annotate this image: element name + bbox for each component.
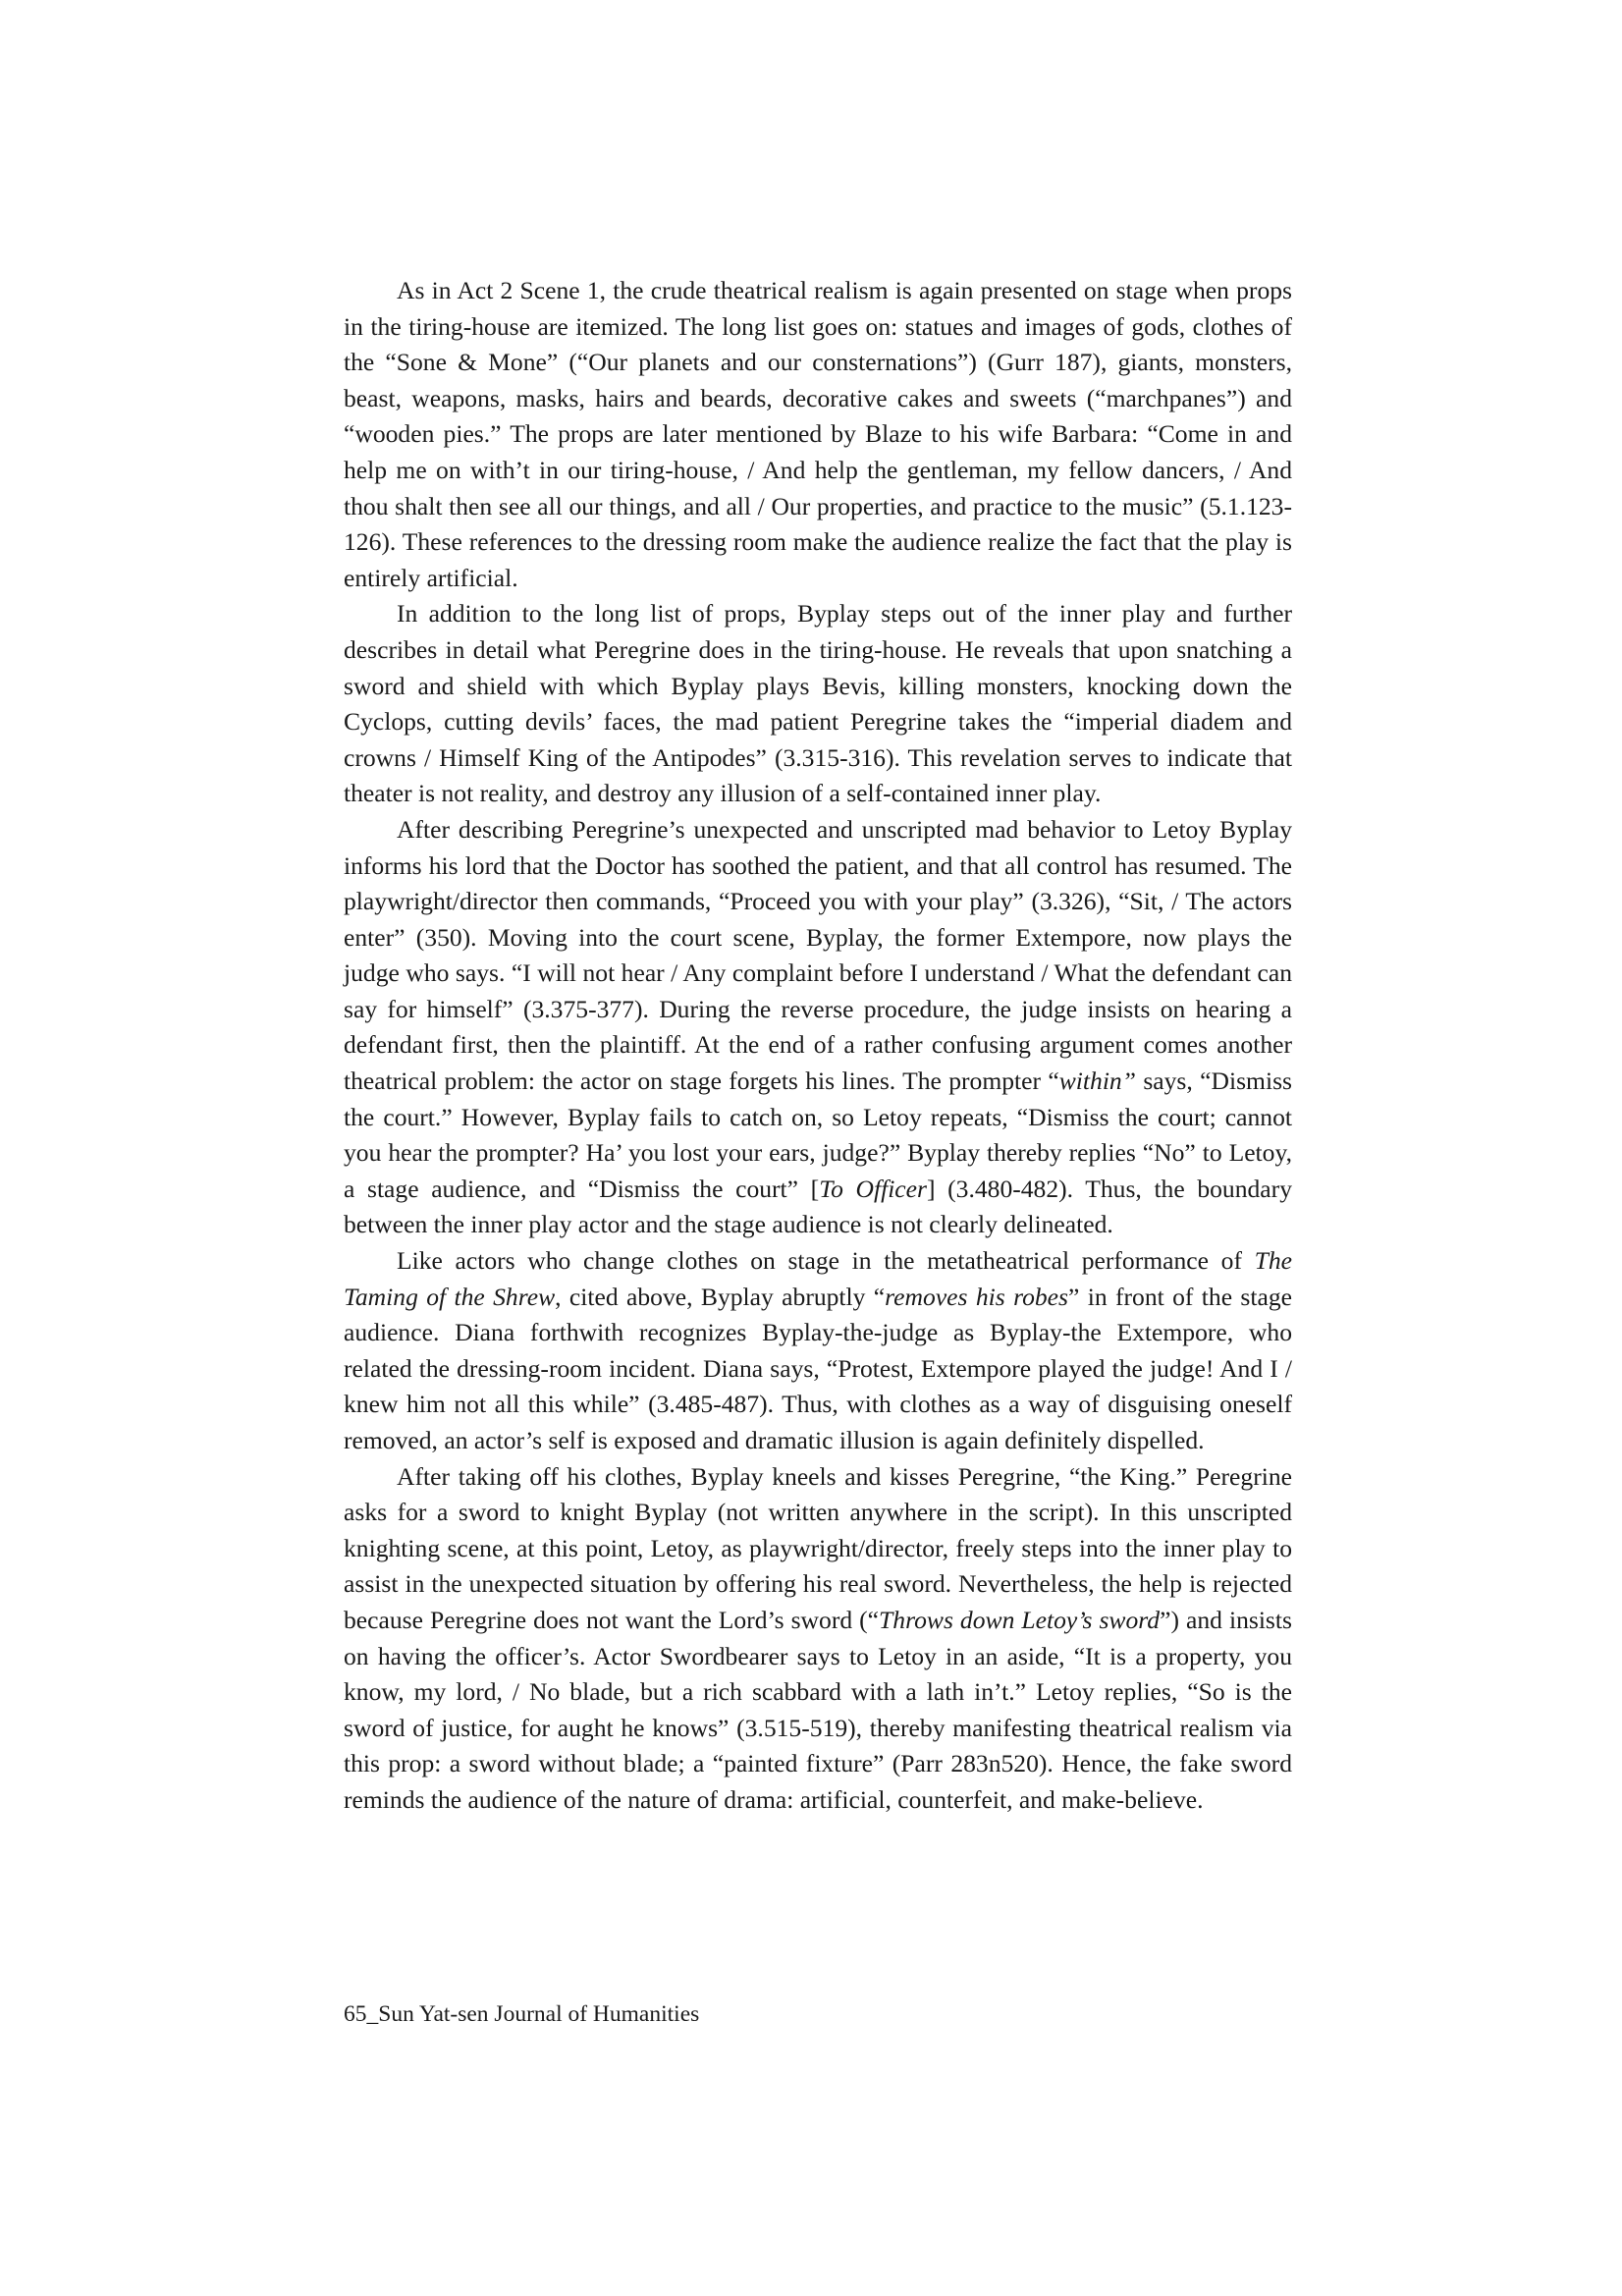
text-run: ”) and insists on having the officer’s. Actor Swordbearer says to Letoy in an aside, “It is a property, you know, my lord, / No blade, but a rich scabbard with a lath in’t.” Letoy replies, “So is the sword of justice, for aught he knows” (3.515-519), thereby manifesting theatrical realism via this prop: a sword without blade; a “painted fixture” (Parr 283n520). Hence, the fake sword reminds the audience of the nature of drama: artificial, counterfeit, and make-believe. (344, 1605, 1292, 1814)
text-run: As in Act 2 Scene 1, the crude theatrical realism is again presented on stage when props in the tiring-house are itemized. The long list goes on: statues and images of gods, clothes of the “Sone & Mone” (“Our planets and our consternations”) (Gurr 187), giants, monsters, beast, weapons, masks, hairs and beards, decorative cakes and sweets (“marchpanes”) and “wooden pies.” The props are later mentioned by Blaze to his wife Barbara: “Come in and help me on with’t in our tiring-house, / And help the gentleman, my fellow dancers, / And thou shalt then see all our things, and all / Our properties, and practice to the music” (5.1.123-126). These references to the dressing room make the audience realize the fact that the play is entirely artificial. (344, 276, 1292, 592)
paragraph-2 (344, 596, 1292, 812)
paragraph-5 (344, 1459, 1292, 1819)
text-run: After describing Peregrine’s unexpected and unscripted mad behavior to Letoy Byplay informs his lord that the Doctor has soothed the patient, and that all control has resumed. The playwright/director then commands, “Proceed you with your play” (3.326), “Sit, / The actors enter” (350). Moving into the court scene, Byplay, the former Extempore, now plays the judge who says. “I will not hear / Any complaint before I understand / What the defendant can say for himself” (3.375-377). During the reverse procedure, the judge insists on hearing a defendant first, then the plaintiff. At the end of a rather confusing argument comes another theatrical problem: the actor on stage forgets his lines. The prompter “ (344, 814, 1292, 1096)
text-run: ] (3.480-482). Thus, the boundary between the inner play actor and the stage audience is not clearly delineated. (344, 1174, 1292, 1239)
text-run: Like actors who change clothes on stage in the metatheatrical performance of (397, 1246, 1255, 1276)
text-run: In addition to the long list of props, Byplay steps out of the inner play and further describes in detail what Peregrine does in the tiring-house. He reveals that upon snatching a sword and shield with which Byplay plays Bevis, killing monsters, knocking down the Cyclops, cutting devils’ faces, the mad patient Peregrine takes the “imperial diadem and crowns / Himself King of the Antipodes” (3.315-316). This revelation serves to indicate that theater is not reality, and destroy any illusion of a self-contained inner play. (344, 599, 1292, 808)
text-run: After taking off his clothes, Byplay kneels and kisses Peregrine, “the King.” Peregrine asks for a sword to knight Byplay (not written anywhere in the script). In this unscripted knighting scene, at this point, Letoy, as playwright/director, freely steps into the inner play to assist in the unexpected situation by offering his real sword. Nevertheless, the help is rejected because Peregrine does not want the Lord’s sword (“ (344, 1461, 1292, 1634)
italic-text: The Taming of the Shrew (344, 1246, 1292, 1311)
text-run: says, “Dismiss the court.” However, Byplay fails to catch on, so Letoy repeats, “Dismiss the court; cannot you hear the prompter? Ha’ you lost your ears, judge?” Byplay thereby replies “No” to Letoy, a stage audience, and “Dismiss the court” [ (344, 1066, 1292, 1203)
paragraph-3 (344, 812, 1292, 1243)
body-text (344, 273, 1292, 1819)
page-footer: 65_Sun Yat-sen Journal of Humanities (344, 2001, 700, 2027)
italic-text: within” (1058, 1066, 1136, 1096)
text-run: ” in front of the stage audience. Diana forthwith recognizes Byplay-the-judge as Byplay-the Extempore, who related the dressing-room incident. Diana says, “Protest, Extempore played the judge! And I / knew him not all this while” (3.485-487). Thus, with clothes as a way of disguising oneself removed, an actor’s self is exposed and dramatic illusion is again definitely dispelled. (344, 1282, 1292, 1454)
italic-text: Throws down Letoy’s sword (879, 1605, 1161, 1634)
paragraph-1 (344, 273, 1292, 596)
paragraph-4 (344, 1243, 1292, 1459)
italic-text: To Officer (819, 1174, 927, 1203)
italic-text: removes his robes (885, 1282, 1069, 1311)
text-run: , cited above, Byplay abruptly “ (555, 1282, 886, 1311)
